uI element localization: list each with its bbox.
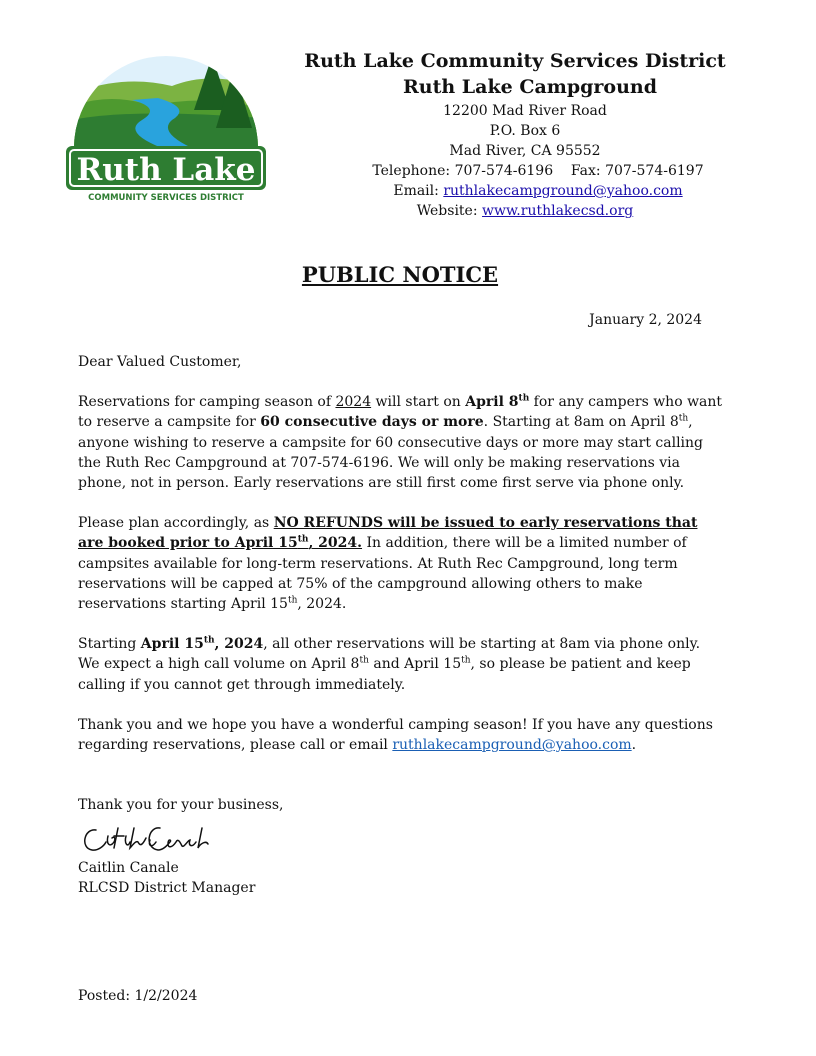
- text: In addition, there will be a limited number of campsites available for long-term reservations. At Ruth Rec Campground, long term reservations will be capped at 75% of the campground allowing others to make reservations starting April 15: [78, 535, 687, 613]
- text: Starting: [78, 636, 141, 653]
- text: . Starting at 8am on April 8: [483, 414, 679, 431]
- text: April 15: [140, 636, 204, 653]
- sup: th: [461, 655, 471, 666]
- text: 60 consecutive days or more: [260, 414, 484, 431]
- text: for any campers who want to reserve a campsite for: [78, 394, 723, 431]
- letter-body: [78, 352, 726, 835]
- sup: th: [287, 595, 298, 606]
- text: will start on: [371, 394, 466, 411]
- text: , so please be patient and keep calling if you cannot get through immediately.: [78, 656, 691, 693]
- notice-date: January 2, 2024: [589, 312, 702, 328]
- text: NO REFUNDS will be issued to early reservations that are booked prior to April 15: [78, 515, 698, 552]
- text: , all other reservations will be starting at 8am via phone only. We expect a high call volume on April 8: [78, 636, 701, 673]
- text: , anyone wishing to reserve a campsite for 60 consecutive days or more may start calling the Ruth Rec Campground at 707-574-6196. We will only be making reservations via phone, not in person. Early reservations are still first come first serve via phone only.: [78, 414, 703, 492]
- text: and April 15: [368, 656, 462, 673]
- campground-name: Ruth Lake Campground: [402, 76, 658, 98]
- sup: th: [678, 413, 689, 424]
- email-link[interactable]: ruthlakecampground@yahoo.com: [443, 183, 683, 199]
- paragraph-4: [78, 715, 726, 755]
- signer-title: RLCSD District Manager: [78, 880, 256, 896]
- paragraph-2: [78, 513, 726, 614]
- text: Please plan accordingly, as: [78, 515, 274, 532]
- text: April 8: [465, 394, 519, 411]
- text: .: [631, 737, 637, 754]
- text: Thank you and we hope you have a wonderful camping season! If you have any questions regarding reservations, please call or email: [78, 716, 713, 754]
- website-link[interactable]: www.ruthlakecsd.org: [482, 203, 634, 219]
- signature: [78, 822, 228, 860]
- greeting: Dear Valued Customer,: [78, 354, 242, 370]
- ruth-lake-logo: [62, 48, 270, 204]
- email-link[interactable]: ruthlakecampground@yahoo.com: [392, 737, 632, 754]
- logo-name: Ruth Lake: [76, 152, 256, 188]
- paragraph-1: [78, 392, 726, 493]
- signer-block: [78, 858, 255, 898]
- city: Mad River, CA 95552: [449, 143, 601, 159]
- text: 2024: [335, 394, 372, 411]
- sup: th: [359, 655, 369, 666]
- posted-date: Posted: 1/2/2024: [78, 988, 198, 1004]
- address-block: [300, 101, 750, 221]
- text: , 2024: [214, 636, 264, 653]
- closing: Thank you for your business,: [78, 797, 284, 814]
- org-header: [300, 48, 730, 100]
- sup: th: [203, 635, 215, 646]
- sup: th: [518, 393, 530, 404]
- email-line: [300, 181, 750, 201]
- sup: th: [297, 534, 309, 545]
- text: , 2024.: [297, 596, 347, 613]
- org-name: Ruth Lake Community Services District: [304, 50, 726, 72]
- phone-line: Telephone: 707-574-6196 Fax: 707-574-6197: [372, 163, 704, 179]
- street: 12200 Mad River Road: [443, 103, 607, 119]
- website-line: [300, 201, 750, 221]
- text: , 2024.: [308, 535, 363, 552]
- signer-name: Caitlin Canale: [78, 860, 179, 876]
- notice-title: PUBLIC NOTICE: [301, 262, 499, 287]
- email-label: Email:: [393, 183, 444, 199]
- text: Reservations for camping season of: [78, 394, 336, 411]
- paragraph-3: [78, 634, 726, 695]
- logo-tagline: COMMUNITY SERVICES DISTRICT: [88, 193, 244, 203]
- website-label: Website:: [416, 203, 483, 219]
- po-box: P.O. Box 6: [489, 123, 561, 139]
